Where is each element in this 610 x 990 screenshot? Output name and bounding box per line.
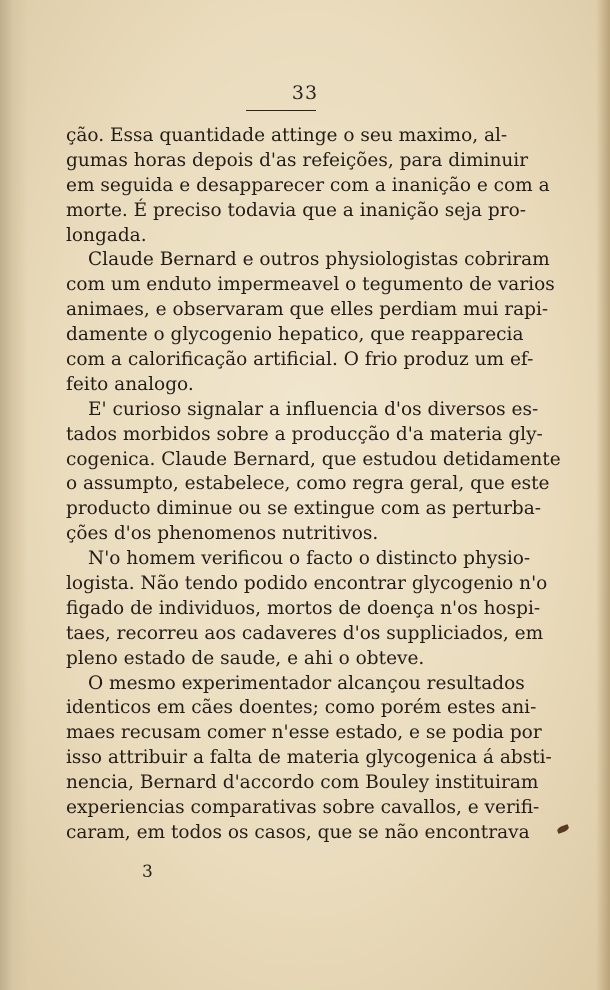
body-text: [66, 124, 561, 846]
text-line: ções d'os phenomenos nutritivos.: [66, 523, 379, 545]
text-line: maes recusam comer n'esse estado, e se podia por: [66, 722, 542, 744]
text-line: identicos em cães doentes; como porém estes ani-: [66, 697, 537, 719]
text-line: E' curioso signalar a influencia d'os diversos es-: [88, 398, 539, 420]
text-line: cogenica. Claude Bernard, que estudou detidamente: [66, 448, 561, 470]
text-line: em seguida e desapparecer com a inanição e com a: [66, 174, 550, 196]
text-line: experiencias comparativas sobre cavallos, e verifi-: [66, 797, 540, 819]
text-line: morte. É preciso todavia que a inanição seja pro-: [66, 199, 526, 221]
page-number: 33: [291, 82, 319, 104]
text-line: nencia, Bernard d'accordo com Bouley instituiram: [66, 772, 539, 794]
text-line: O mesmo experimentador alcançou resultados: [88, 672, 525, 694]
header-rule: [246, 110, 316, 111]
text-line: caram, em todos os casos, que se não encontrava: [66, 821, 530, 843]
text-line: logista. Não tendo podido encontrar glycogenio n'o: [66, 573, 548, 595]
text-line: feito analogo.: [66, 373, 194, 395]
text-line: isso attribuir a falta de materia glycogenica á absti-: [66, 747, 552, 769]
text-line: damente o glycogenio hepatico, que reapparecia: [66, 324, 524, 346]
text-line: taes, recorreu aos cadaveres d'os suppliciados, em: [66, 622, 544, 644]
text-line: o assumpto, estabelece, como regra geral, que este: [66, 473, 550, 495]
text-line: figado de individuos, mortos de doença n'os hospi-: [66, 597, 541, 619]
text-line: animaes, e observaram que elles perdiam mui rapi-: [66, 299, 549, 321]
text-line: com a calorificação artificial. O frio produz um ef-: [66, 349, 534, 371]
text-line: com um enduto impermeavel o tegumento de varios: [66, 274, 555, 296]
text-line: gumas horas depois d'as refeições, para diminuir: [66, 149, 529, 171]
text-line: N'o homem verificou o facto o distincto physio-: [88, 548, 531, 570]
ink-blot: [556, 824, 569, 834]
text-line: Claude Bernard e outros physiologistas cobriram: [88, 249, 550, 271]
text-line: ção. Essa quantidade attinge o seu maximo, al-: [66, 125, 508, 146]
signature-mark: 3: [142, 862, 153, 882]
text-line: tados morbidos sobre a producção d'a materia gly-: [66, 423, 543, 445]
text-line: pleno estado de saude, e ahi o obteve.: [66, 647, 425, 669]
page-gutter-shadow: [0, 0, 28, 990]
text-line: producto diminue ou se extingue com as perturba-: [66, 498, 542, 520]
page-edge-shadow: [596, 0, 610, 990]
text-line: longada.: [66, 224, 147, 246]
